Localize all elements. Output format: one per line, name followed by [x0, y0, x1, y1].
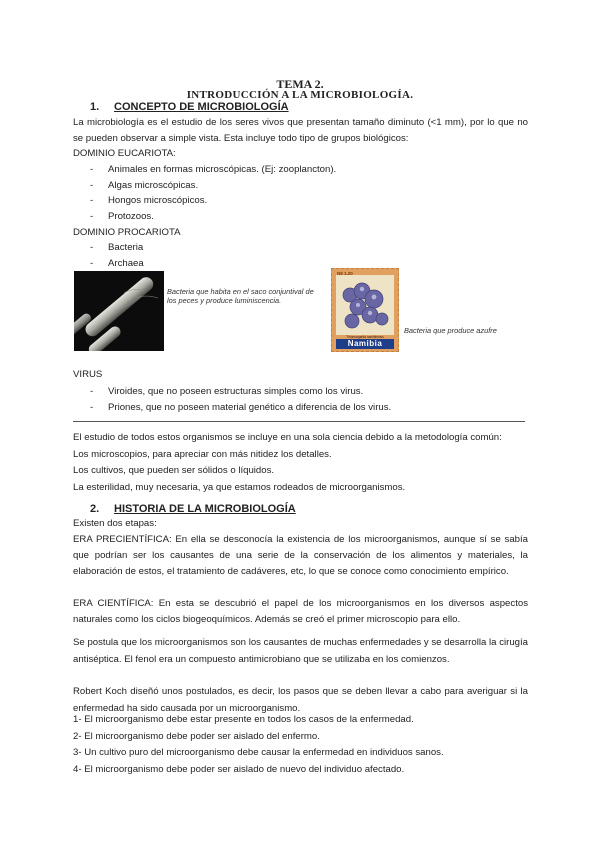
stamp-country: Namibia	[336, 339, 394, 349]
page-subtitle: INTRODUCCIÓN A LA MICROBIOLOGÍA.	[186, 89, 414, 101]
methodology-line: La esterilidad, muy necesaria, ya que estamos rodeados de microorganismos.	[73, 481, 406, 493]
era-cientifica: ERA CIENTÍFICA: En esta se descubrió el papel de los microorganismos en los diversos aspectos naturales como los ciclos biogeoquímicos. Además se creó el primer microscopio para ello.	[73, 598, 528, 626]
sulfur-bacteria-graphic	[336, 275, 394, 335]
prokaryota-list	[73, 240, 144, 271]
methodology-line: Los microscopios, para apreciar con más nitidez los detalles.	[73, 448, 332, 460]
methodology-block	[73, 430, 502, 496]
virus-list	[73, 384, 391, 415]
virus-label: VIRUS	[73, 369, 103, 380]
bacteria-micrograph-image	[74, 271, 164, 351]
namibia-stamp-image	[331, 268, 399, 352]
list-item: 2- El microorganismo debe poder ser aislado del enfermo.	[73, 730, 320, 742]
methodology-line: Los cultivos, que pueden ser sólidos o líquidos.	[73, 465, 275, 476]
section-divider	[73, 421, 525, 422]
methodology-line: El estudio de todos estos organismos se incluye en una sola ciencia debido a la metodología común:	[73, 432, 502, 443]
list-item: 3- Un cultivo puro del microorganismo debe causar la enfermedad en individuos sanos.	[73, 747, 444, 759]
section-1-number: 1.	[90, 101, 100, 113]
koch-postulates-list	[73, 712, 444, 778]
eukaryota-label: DOMINIO EUCARIOTA:	[73, 148, 176, 159]
list-item: - Archaea	[73, 256, 144, 272]
bacteria-micrograph-graphic	[74, 271, 164, 351]
section-2-title: HISTORIA DE LA MICROBIOLOGÍA	[114, 503, 296, 515]
stamp-field	[336, 275, 394, 335]
section-2-heading	[90, 503, 296, 515]
stamp-value: N$ 1.20	[337, 271, 353, 276]
postula-paragraph: Se postula que los microorganismos son los causantes de muchas enfermedades y se desarrolla la cirugía antiséptica. El fenol era un compuesto antimicrobiano que se utilizaba en los comienzos.	[73, 637, 528, 665]
stamp-species: Thiomargarita namibiensis	[346, 335, 384, 339]
list-item: 1- El microorganismo debe estar presente en todos los casos de la enfermedad.	[73, 714, 414, 725]
list-item: 4- El microorganismo debe poder ser aislado de nuevo del individuo afectado.	[73, 763, 405, 775]
section-2-number: 2.	[90, 503, 100, 515]
era-precientifica: ERA PRECIENTÍFICA: En ella se desconocía la existencia de los microorganismos, aunque sí se sabía que podrían ser los causantes de una serie de la conservación de los alimentos y materiales, la elaboración de estos, el tratamiento de cadáveres, etc, lo que se conoce como conocimiento empírico.	[73, 534, 528, 578]
list-item: - Animales en formas microscópicas. (Ej: zooplancton).	[73, 162, 336, 178]
section-1-title: CONCEPTO DE MICROBIOLOGÍA	[114, 101, 289, 113]
page-title: TEMA 2.	[276, 77, 324, 91]
section-1-intro: La microbiología es el estudio de los seres vivos que presentan tamaño diminuto (<1 mm), por lo que no se pueden observar a simple vista. Esta incluye todo tipo de grupos biológicos:	[73, 117, 528, 144]
list-item: - Bacteria	[73, 240, 144, 256]
koch-intro: Robert Koch diseñó unos postulados, es decir, los pasos que se deben llevar a cabo para averiguar si la enfermedad ha sido causada por un microorganismo.	[73, 686, 528, 714]
section-2-intro: Existen dos etapas:	[73, 518, 157, 529]
list-item: - Priones, que no poseen material genético a diferencia de los virus.	[73, 400, 391, 416]
list-item: - Viroides, que no poseen estructuras simples como los virus.	[73, 384, 391, 400]
list-item: - Protozoos.	[73, 209, 336, 225]
list-item: - Hongos microscópicos.	[73, 193, 336, 209]
list-item: - Algas microscópicas.	[73, 178, 336, 194]
eukaryota-list	[73, 162, 336, 224]
prokaryota-label: DOMINIO PROCARIOTA	[73, 227, 181, 238]
stamp-image-caption: Bacteria que produce azufre	[404, 326, 497, 335]
bacteria-image-caption: Bacteria que habita en el saco conjuntival de los peces y produce luminiscencia.	[167, 287, 314, 305]
section-1-heading	[90, 101, 289, 113]
